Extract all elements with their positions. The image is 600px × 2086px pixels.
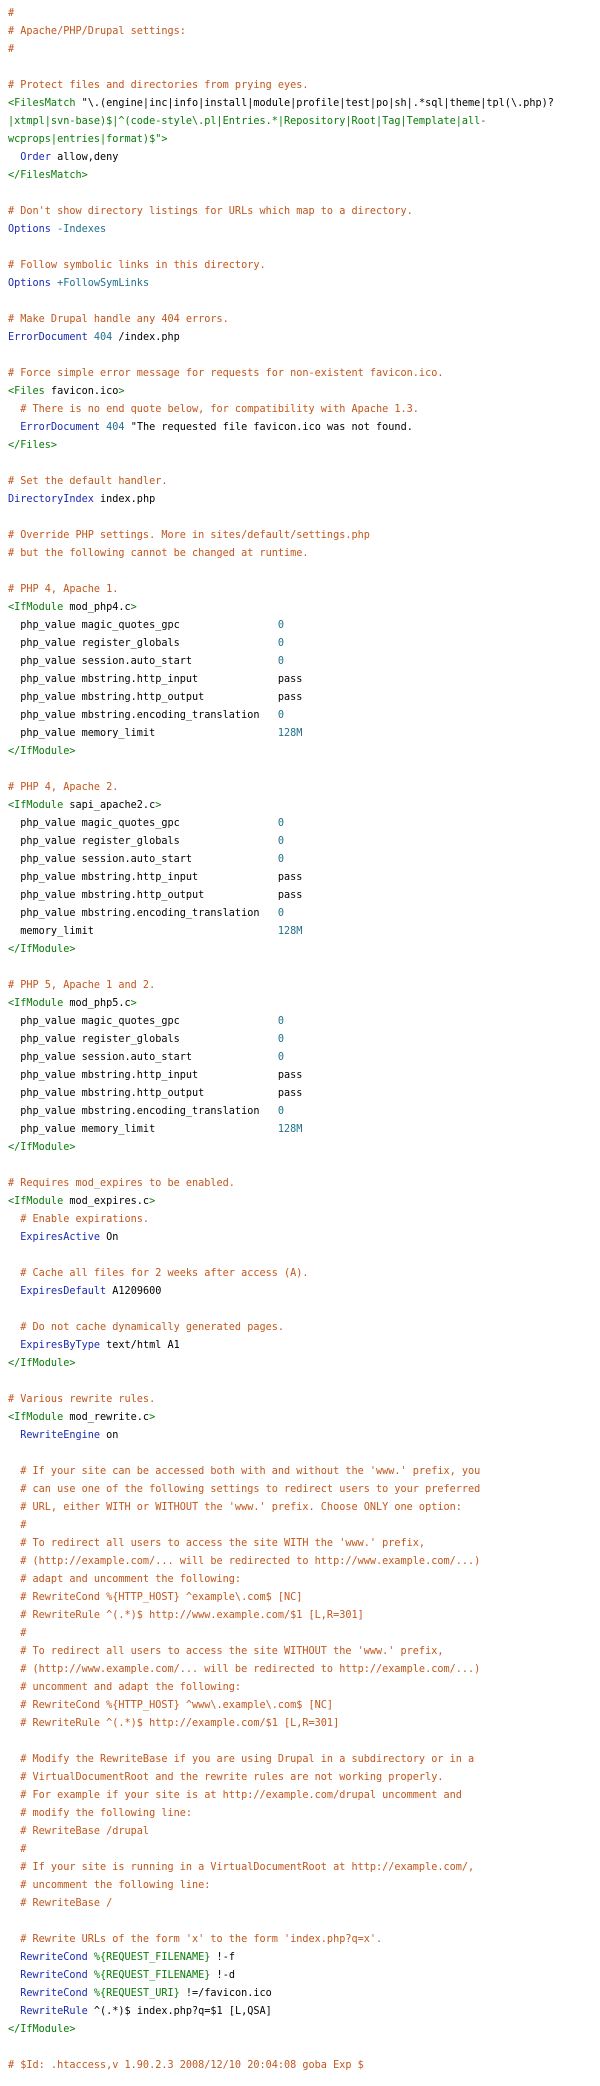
tag-text: </Files> — [8, 440, 58, 451]
code-line — [8, 1013, 600, 1031]
code-line — [8, 257, 600, 275]
code-line — [8, 1967, 600, 1985]
code-line — [8, 41, 600, 59]
code-line — [8, 1751, 600, 1769]
blank-line — [8, 293, 600, 311]
code-line — [8, 311, 600, 329]
plain-text: /index.php — [112, 332, 180, 343]
tag-text: </FilesMatch> — [8, 170, 88, 181]
code-line — [8, 1049, 600, 1067]
plain-text: php_value mbstring.http_input pass — [8, 674, 303, 685]
code-line — [8, 221, 600, 239]
comment-text: # uncomment and adapt the following: — [8, 1682, 242, 1693]
comment-text: # RewriteCond %{HTTP_HOST} ^example\.com$ [NC] — [8, 1592, 303, 1603]
code-line — [8, 419, 600, 437]
plain-text: mod_php4.c — [63, 602, 131, 613]
plain-text — [8, 152, 20, 163]
comment-text: # URL, either WITH or WITHOUT the 'www.' prefix. Choose ONLY one option: — [8, 1502, 462, 1513]
comment-text: # (http://www.example.com/... will be redirected to http://example.com/...) — [8, 1664, 481, 1675]
code-line — [8, 743, 600, 761]
tag-text: |xtmpl|svn-base)$|^(code-style\.pl|Entries.*|Repository|Root|Tag|Template|all- — [8, 116, 487, 127]
comment-text: # Follow symbolic links in this directory. — [8, 260, 266, 271]
plain-text: A1209600 — [106, 1286, 162, 1297]
code-line — [8, 527, 600, 545]
directive-keyword: RewriteRule — [20, 2006, 88, 2017]
code-line — [8, 977, 600, 995]
comment-text: # — [8, 1628, 27, 1639]
directive-keyword: Order — [20, 152, 51, 163]
plain-text — [8, 1970, 20, 1981]
code-line — [8, 2003, 600, 2021]
code-line — [8, 1121, 600, 1139]
blank-line — [8, 1733, 600, 1751]
comment-text: # Do not cache dynamically generated pages. — [8, 1322, 285, 1333]
comment-text: # — [8, 8, 15, 19]
comment-text: # If your site is running in a VirtualDocumentRoot at http://example.com/, — [8, 1862, 475, 1873]
code-line — [8, 1877, 600, 1895]
value-text: 128M — [277, 728, 303, 739]
comment-text: # For example if your site is at http://example.com/drupal uncomment and — [8, 1790, 462, 1801]
code-line — [8, 1175, 600, 1193]
comment-text: # — [8, 1844, 27, 1855]
plain-text — [8, 1988, 20, 1999]
value-text: 0 — [277, 638, 285, 649]
plain-text: ^(.*)$ index.php?q=$1 [L,QSA] — [87, 2006, 272, 2017]
comment-text: # RewriteBase /drupal — [8, 1826, 150, 1837]
plain-text: php_value mbstring.http_output pass — [8, 1088, 303, 1099]
code-line — [8, 5, 600, 23]
comment-text: # $Id: .htaccess,v 1.90.2.3 2008/12/10 20:04:08 goba Exp $ — [8, 2060, 364, 2071]
plain-text: mod_rewrite.c — [63, 1412, 150, 1423]
code-line — [8, 1571, 600, 1589]
plain-text: allow,deny — [50, 152, 119, 163]
code-line — [8, 1031, 600, 1049]
code-line — [8, 1931, 600, 1949]
comment-text: # modify the following line: — [8, 1808, 193, 1819]
comment-text: # RewriteBase / — [8, 1898, 113, 1909]
plain-text: php_value mbstring.encoding_translation — [8, 908, 278, 919]
code-line — [8, 617, 600, 635]
blank-line — [8, 563, 600, 581]
comment-text: # Various rewrite rules. — [8, 1394, 156, 1405]
code-line — [8, 815, 600, 833]
code-line — [8, 1535, 600, 1553]
plain-text: php_value mbstring.http_input pass — [8, 872, 303, 883]
comment-text: # Modify the RewriteBase if you are using Drupal in a subdirectory or in a — [8, 1754, 475, 1765]
code-line — [8, 545, 600, 563]
code-line — [8, 149, 600, 167]
plain-text: mod_php5.c — [63, 998, 131, 1009]
code-line — [8, 779, 600, 797]
code-line — [8, 941, 600, 959]
blank-line — [8, 1247, 600, 1265]
comment-text: # If your site can be accessed both with and without the 'www.' prefix, you — [8, 1466, 481, 1477]
blank-line — [8, 959, 600, 977]
directive-keyword: ExpiresDefault — [20, 1286, 107, 1297]
code-line — [8, 1193, 600, 1211]
plain-text: !-f — [210, 1952, 235, 1963]
comment-text: # PHP 5, Apache 1 and 2. — [8, 980, 156, 991]
plain-text: php_value register_globals — [8, 836, 278, 847]
plain-text — [8, 422, 20, 433]
code-line — [8, 1481, 600, 1499]
plain-text — [8, 1232, 20, 1243]
plain-text: !-d — [210, 1970, 235, 1981]
directive-keyword: RewriteEngine — [20, 1430, 101, 1441]
code-line — [8, 383, 600, 401]
code-line — [8, 689, 600, 707]
plain-text: php_value magic_quotes_gpc — [8, 620, 278, 631]
blank-line — [8, 239, 600, 257]
comment-text: # PHP 4, Apache 2. — [8, 782, 119, 793]
directive-keyword: ExpiresByType — [20, 1340, 101, 1351]
comment-text: # Requires mod_expires to be enabled. — [8, 1178, 235, 1189]
comment-text: # Enable expirations. — [8, 1214, 150, 1225]
value-text: +FollowSymLinks — [50, 278, 150, 289]
tag-text: </IfModule> — [8, 746, 76, 757]
code-line — [8, 329, 600, 347]
code-line — [8, 1319, 600, 1337]
tag-text: <IfModule — [8, 1412, 64, 1423]
code-line — [8, 77, 600, 95]
code-line — [8, 887, 600, 905]
value-text: 128M — [277, 926, 303, 937]
comment-text: # VirtualDocumentRoot and the rewrite rules are not working properly. — [8, 1772, 444, 1783]
directive-keyword: RewriteCond — [20, 1970, 88, 1981]
comment-text: # Set the default handler. — [8, 476, 168, 487]
tag-text: </IfModule> — [8, 1142, 76, 1153]
code-line — [8, 1229, 600, 1247]
tag-text: </IfModule> — [8, 944, 76, 955]
code-line — [8, 1823, 600, 1841]
directive-keyword: RewriteCond — [20, 1952, 88, 1963]
comment-text: # (http://example.com/... will be redirected to http://www.example.com/...) — [8, 1556, 481, 1567]
blank-line — [8, 1157, 600, 1175]
code-line — [8, 1427, 600, 1445]
code-line — [8, 671, 600, 689]
directive-keyword: ErrorDocument — [20, 422, 101, 433]
code-line — [8, 1661, 600, 1679]
plain-text: php_value mbstring.encoding_translation — [8, 1106, 278, 1117]
code-line — [8, 1553, 600, 1571]
code-line — [8, 1589, 600, 1607]
tag-text: > — [149, 1196, 156, 1207]
blank-line — [8, 59, 600, 77]
code-line — [8, 1787, 600, 1805]
directive-keyword: ExpiresActive — [20, 1232, 101, 1243]
comment-text: # can use one of the following settings to redirect users to your preferred — [8, 1484, 481, 1495]
plain-text: mod_expires.c — [63, 1196, 150, 1207]
directive-keyword: DirectoryIndex — [8, 494, 94, 505]
tag-text: <IfModule — [8, 1196, 64, 1207]
code-line — [8, 203, 600, 221]
plain-text: php_value session.auto_start — [8, 854, 278, 865]
code-line — [8, 1085, 600, 1103]
code-line — [8, 1679, 600, 1697]
comment-text: # RewriteCond %{HTTP_HOST} ^www\.example\.com$ [NC] — [8, 1700, 334, 1711]
code-line — [8, 797, 600, 815]
code-line — [8, 2057, 600, 2075]
tag-text: > — [149, 1412, 156, 1423]
code-line — [8, 167, 600, 185]
code-line — [8, 401, 600, 419]
value-text: 0 — [277, 1016, 285, 1027]
code-line — [8, 1625, 600, 1643]
code-line — [8, 2021, 600, 2039]
code-line — [8, 131, 600, 149]
comment-text: # uncomment the following line: — [8, 1880, 211, 1891]
plain-text: On — [100, 1232, 119, 1243]
code-line — [8, 1067, 600, 1085]
value-text: 0 — [277, 1052, 285, 1063]
blank-line — [8, 509, 600, 527]
plain-text: "The requested file favicon.ico was not found. — [124, 422, 413, 433]
code-line — [8, 1607, 600, 1625]
code-line — [8, 581, 600, 599]
value-text: 0 — [277, 908, 285, 919]
code-line — [8, 491, 600, 509]
code-line — [8, 1391, 600, 1409]
plain-text: php_value mbstring.http_output pass — [8, 890, 303, 901]
directive-keyword: RewriteCond — [20, 1988, 88, 1999]
code-line — [8, 1103, 600, 1121]
tag-text: </IfModule> — [8, 1358, 76, 1369]
tag-text: <IfModule — [8, 602, 64, 613]
plain-text: php_value magic_quotes_gpc — [8, 1016, 278, 1027]
tag-text: %{REQUEST_FILENAME} — [87, 1970, 211, 1981]
code-line — [8, 1499, 600, 1517]
blank-line — [8, 185, 600, 203]
code-line — [8, 365, 600, 383]
code-line — [8, 1463, 600, 1481]
plain-text: php_value session.auto_start — [8, 1052, 278, 1063]
comment-text: # Make Drupal handle any 404 errors. — [8, 314, 229, 325]
code-line — [8, 1985, 600, 2003]
value-text: 0 — [277, 656, 285, 667]
tag-text: <Files — [8, 386, 45, 397]
value-text: 0 — [277, 710, 285, 721]
comment-text: # RewriteRule ^(.*)$ http://example.com/$1 [L,R=301] — [8, 1718, 340, 1729]
plain-text — [8, 1340, 20, 1351]
code-line — [8, 905, 600, 923]
code-line — [8, 1283, 600, 1301]
tag-text: <IfModule — [8, 800, 64, 811]
comment-text: # Rewrite URLs of the form 'x' to the form 'index.php?q=x'. — [8, 1934, 383, 1945]
code-line — [8, 275, 600, 293]
code-line — [8, 599, 600, 617]
plain-text: index.php — [93, 494, 156, 505]
comment-text: # There is no end quote below, for compatibility with Apache 1.3. — [8, 404, 419, 415]
blank-line — [8, 2039, 600, 2057]
plain-text: php_value mbstring.encoding_translation — [8, 710, 278, 721]
tag-text: <FilesMatch — [8, 98, 76, 109]
code-line — [8, 437, 600, 455]
tag-text: wcprops|entries|format)$"> — [8, 134, 168, 145]
code-line — [8, 653, 600, 671]
plain-text — [8, 1286, 20, 1297]
comment-text: # Force simple error message for requests for non-existent favicon.ico. — [8, 368, 444, 379]
comment-text: # To redirect all users to access the site WITH the 'www.' prefix, — [8, 1538, 426, 1549]
code-line — [8, 995, 600, 1013]
plain-text: php_value mbstring.http_input pass — [8, 1070, 303, 1081]
comment-text: # Cache all files for 2 weeks after access (A). — [8, 1268, 309, 1279]
code-line — [8, 1643, 600, 1661]
value-text: 0 — [277, 836, 285, 847]
code-line — [8, 1805, 600, 1823]
comment-text: # Apache/PHP/Drupal settings: — [8, 26, 186, 37]
plain-text: php_value memory_limit — [8, 728, 278, 739]
tag-text: > — [130, 998, 137, 1009]
code-line — [8, 1139, 600, 1157]
code-line — [8, 851, 600, 869]
directive-keyword: Options — [8, 224, 51, 235]
plain-text: php_value memory_limit — [8, 1124, 278, 1135]
value-text: 404 — [87, 332, 113, 343]
comment-text: # adapt and uncomment the following: — [8, 1574, 242, 1585]
code-line — [8, 1355, 600, 1373]
value-text: -Indexes — [50, 224, 107, 235]
comment-text: # To redirect all users to access the site WITHOUT the 'www.' prefix, — [8, 1646, 444, 1657]
tag-text: %{REQUEST_FILENAME} — [87, 1952, 211, 1963]
code-line — [8, 1859, 600, 1877]
plain-text: php_value magic_quotes_gpc — [8, 818, 278, 829]
code-line — [8, 1211, 600, 1229]
value-text: 0 — [277, 1106, 285, 1117]
tag-text: > — [130, 602, 137, 613]
plain-text — [8, 2006, 20, 2017]
blank-line — [8, 347, 600, 365]
code-line — [8, 1409, 600, 1427]
value-text: 0 — [277, 620, 285, 631]
plain-text: memory_limit — [8, 926, 278, 937]
plain-text: text/html A1 — [100, 1340, 180, 1351]
value-text: 0 — [277, 818, 285, 829]
blank-line — [8, 455, 600, 473]
comment-text: # — [8, 44, 15, 55]
plain-text: php_value register_globals — [8, 638, 278, 649]
plain-text: !=/favicon.ico — [179, 1988, 272, 1999]
code-line — [8, 1715, 600, 1733]
plain-text: on — [100, 1430, 119, 1441]
blank-line — [8, 1301, 600, 1319]
comment-text: # PHP 4, Apache 1. — [8, 584, 119, 595]
comment-text: # Don't show directory listings for URLs which map to a directory. — [8, 206, 413, 217]
tag-text: </IfModule> — [8, 2024, 76, 2035]
tag-text: > — [155, 800, 162, 811]
plain-text — [8, 1952, 20, 1963]
code-line — [8, 635, 600, 653]
plain-text: "\.(engine|inc|info|install|module|profile|test|po|sh|.*sql|theme|tpl(\.php)? — [75, 98, 554, 109]
code-line — [8, 1949, 600, 1967]
code-line — [8, 1895, 600, 1913]
code-line — [8, 1337, 600, 1355]
code-line — [8, 725, 600, 743]
blank-line — [8, 1913, 600, 1931]
plain-text — [8, 1430, 20, 1441]
code-line — [8, 1697, 600, 1715]
code-line — [8, 473, 600, 491]
plain-text: php_value register_globals — [8, 1034, 278, 1045]
code-line — [8, 95, 600, 113]
code-line — [8, 1517, 600, 1535]
tag-text: > — [118, 386, 125, 397]
code-line — [8, 23, 600, 41]
code-line — [8, 1265, 600, 1283]
value-text: 128M — [277, 1124, 303, 1135]
plain-text: favicon.ico — [44, 386, 119, 397]
comment-text: # Override PHP settings. More in sites/default/settings.php — [8, 530, 370, 541]
blank-line — [8, 1373, 600, 1391]
code-line — [8, 833, 600, 851]
tag-text: <IfModule — [8, 998, 64, 1009]
code-line — [8, 1841, 600, 1859]
comment-text: # Protect files and directories from prying eyes. — [8, 80, 309, 91]
comment-text: # RewriteRule ^(.*)$ http://www.example.com/$1 [L,R=301] — [8, 1610, 364, 1621]
directive-keyword: ErrorDocument — [8, 332, 88, 343]
comment-text: # — [8, 1520, 27, 1531]
directive-keyword: Options — [8, 278, 51, 289]
code-line — [8, 869, 600, 887]
value-text: 0 — [277, 1034, 285, 1045]
plain-text: php_value mbstring.http_output pass — [8, 692, 303, 703]
code-line — [8, 923, 600, 941]
blank-line — [8, 761, 600, 779]
code-line — [8, 1769, 600, 1787]
value-text: 0 — [277, 854, 285, 865]
code-line — [8, 113, 600, 131]
value-text: 404 — [100, 422, 125, 433]
code-line — [8, 707, 600, 725]
tag-text: %{REQUEST_URI} — [87, 1988, 180, 1999]
comment-text: # but the following cannot be changed at runtime. — [8, 548, 309, 559]
plain-text: php_value session.auto_start — [8, 656, 278, 667]
blank-line — [8, 1445, 600, 1463]
plain-text: sapi_apache2.c — [63, 800, 156, 811]
